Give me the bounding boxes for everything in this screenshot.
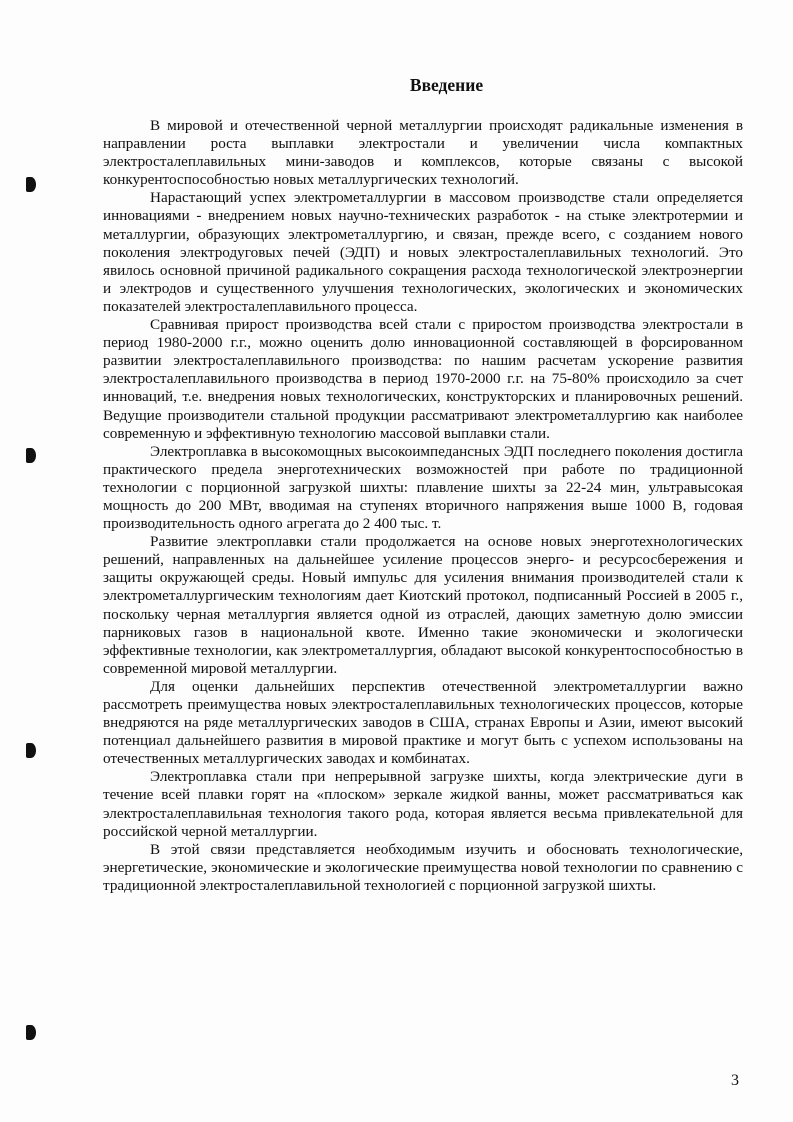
binder-hole-mark <box>26 743 36 758</box>
paragraph: В этой связи представляется необходимым изучить и обосновать технологические, энергетические, экономические и экологические преимущества новой технологии по сравнению с традиционной электросталеплавильной технологией с порционной загрузкой шихты. <box>103 840 743 894</box>
paragraph: В мировой и отечественной черной металлургии происходят радикальные изменения в направлении роста выплавки электростали и увеличении числа компактных электросталеплавильных мини-заводов и комплексов, которые связаны с высокой конкурентоспособностью новых металлургических технологий. <box>103 117 743 189</box>
paragraph: Сравнивая прирост производства всей стали с приростом производства электростали в период 1980-2000 г.г., можно оценить долю инновационной составляющей в форсированном развитии электросталеплавильного производства: по нашим расчетам ускорение развития электросталеплавильного производства в период 1970-2000 г.г. на 75-80% происходило за счет инноваций, т.е. внедрения новых технологических, конструкторских и планировочных решений. Ведущие производители стальной продукции рассматривают электрометаллургию как наиболее современную и эффективную технологию массовой выплавки стали. <box>103 316 743 442</box>
binder-hole-mark <box>26 1025 36 1040</box>
paragraph: Электроплавка в высокомощных высокоимпедансных ЭДП последнего поколения достигла практического предела энерготехнических возможностей при работе по традиционной технологии с порционной загрузкой шихты: плавление шихты за 22-24 мин, ультравысокая мощность до 200 МВт, вводимая на ступенях вторичного напряжения выше 1000 В, годовая производительность одного агрегата до 2 400 тыс. т. <box>103 442 743 533</box>
page-number: 3 <box>731 1072 739 1089</box>
binder-hole-mark <box>26 177 36 192</box>
paragraph: Электроплавка стали при непрерывной загрузке шихты, когда электрические дуги в течение всей плавки горят на «плоском» зеркале жидкой ванны, может рассматриваться как электросталеплавильная технология такого рода, которая является весьма привлекательной для российской черной металлургии. <box>103 768 743 840</box>
paragraph: Развитие электроплавки стали продолжается на основе новых энерготехнологических решений, направленных на дальнейшее усиление процессов энерго- и ресурсосбережения и защиты окружающей среды. Новый импульс для усиления внимания производителей стали к электрометаллургическим технологиям дает Киотский протокол, подписанный Россией в 2005 г., поскольку черная металлургия является одной из отраслей, дающих заметную долю эмиссии парниковых газов в национальной квоте. Именно такие экономически и экологически эффективные технологии, как электрометаллургия, обладают высокой конкурентоспособностью в современной мировой металлургии. <box>103 533 743 677</box>
binder-hole-mark <box>26 448 36 463</box>
paragraph: Нарастающий успех электрометаллургии в массовом производстве стали определяется инновациями - внедрением новых научно-технических разработок - на стыке электротермии и металлургии, образующих электрометаллургию, и связан, прежде всего, с созданием нового поколения электродуговых печей (ЭДП) и новых электросталеплавильных технологий. Это явилось основной причиной радикального сокращения расхода технологической электроэнергии и электродов и существенного улучшения технологических, экологических и экономических показателей электросталеплавильного процесса. <box>103 189 743 315</box>
page-title: Введение <box>409 75 484 95</box>
paragraph: Для оценки дальнейших перспектив отечественной электрометаллургии важно рассмотреть преимущества новых электросталеплавильных технологических процессов, которые внедряются на ряде металлургических заводов в США, странах Европы и Азии, имеют высокий потенциал дальнейшего развития в мировой практике и могут быть с успехом использованы на отечественных металлургических заводах и комбинатах. <box>103 677 743 768</box>
body-text <box>103 117 743 895</box>
